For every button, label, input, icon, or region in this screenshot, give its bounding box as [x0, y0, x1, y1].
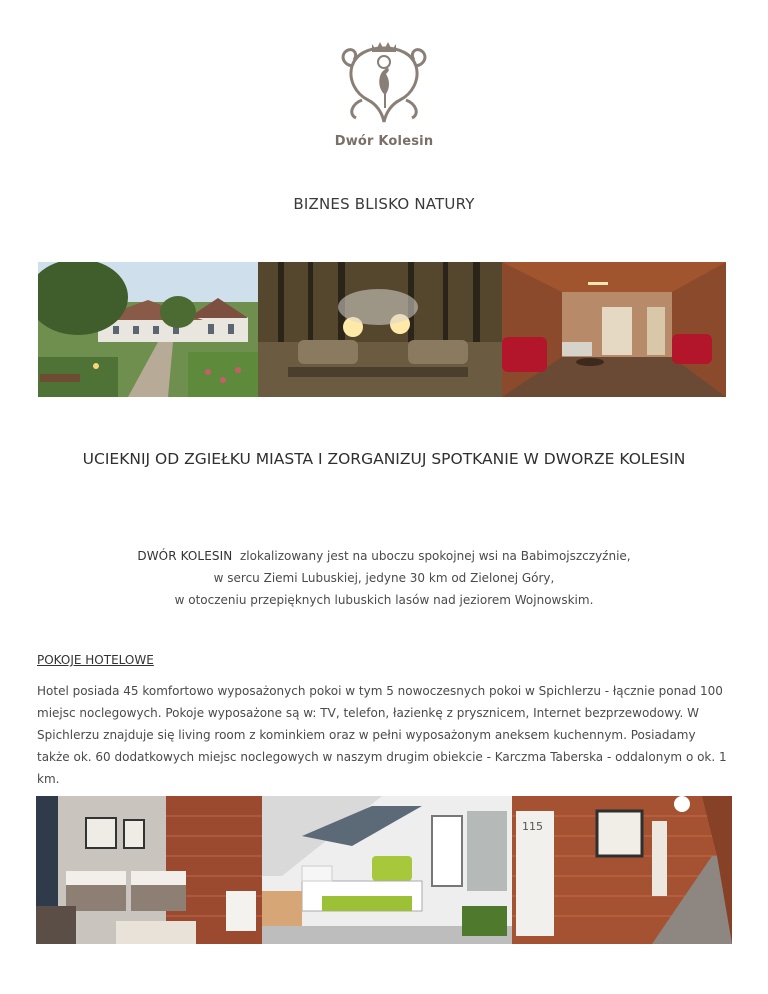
brand-name: Dwór Kolesin — [334, 134, 434, 149]
attic-room-photo — [262, 796, 512, 944]
crest-heron-icon — [338, 38, 430, 128]
bottom-gallery — [36, 796, 732, 944]
corridor-photo — [512, 796, 732, 944]
brick-lounge-photo — [502, 262, 726, 397]
intro-line-2: w sercu Ziemi Lubuskiej, jedyne 30 km od Zielonej Góry, — [213, 571, 555, 585]
logo[interactable] — [320, 38, 448, 156]
intro-paragraph — [90, 545, 678, 611]
door-number: 115 — [522, 820, 543, 833]
top-gallery — [38, 262, 726, 397]
tagline: BIZNES BLISKO NATURY — [293, 195, 475, 213]
intro-brand: DWÓR KOLESIN — [137, 549, 233, 563]
manor-garden-photo — [38, 262, 258, 397]
rooms-section-title[interactable]: POKOJE HOTELOWE — [37, 653, 154, 667]
twin-room-photo — [36, 796, 262, 944]
headline: UCIEKNIJ OD ZGIEŁKU MIASTA I ZORGANIZUJ SPOTKANIE W DWORZE KOLESIN — [82, 450, 686, 468]
rooms-description: Hotel posiada 45 komfortowo wyposażonych pokoi w tym 5 nowoczesnych pokoi w Spichlerzu - łącznie ponad 100 miejsc noclegowych. Pokoje wyposażone są w: TV, telefon, łazienkę z prysznicem, Internet bezprzewodowy. W Spichlerzu znajduje się living room z kominkiem oraz w pełni wyposażonym aneksem kuchennym. Posiadamy także ok. 60 dodatkowych miejsc noclegowych w naszym drugim obiekcie - Karczma Taberska - oddalonym o ok. 1 km. — [37, 684, 727, 786]
intro-line-1: zlokalizowany jest na uboczu spokojnej wsi na Babimojszczyźnie, — [239, 549, 631, 563]
intro-line-3: w otoczeniu przepięknych lubuskich lasów nad jeziorem Wojnowskim. — [174, 593, 594, 607]
forest-hot-tubs-photo — [258, 262, 502, 397]
